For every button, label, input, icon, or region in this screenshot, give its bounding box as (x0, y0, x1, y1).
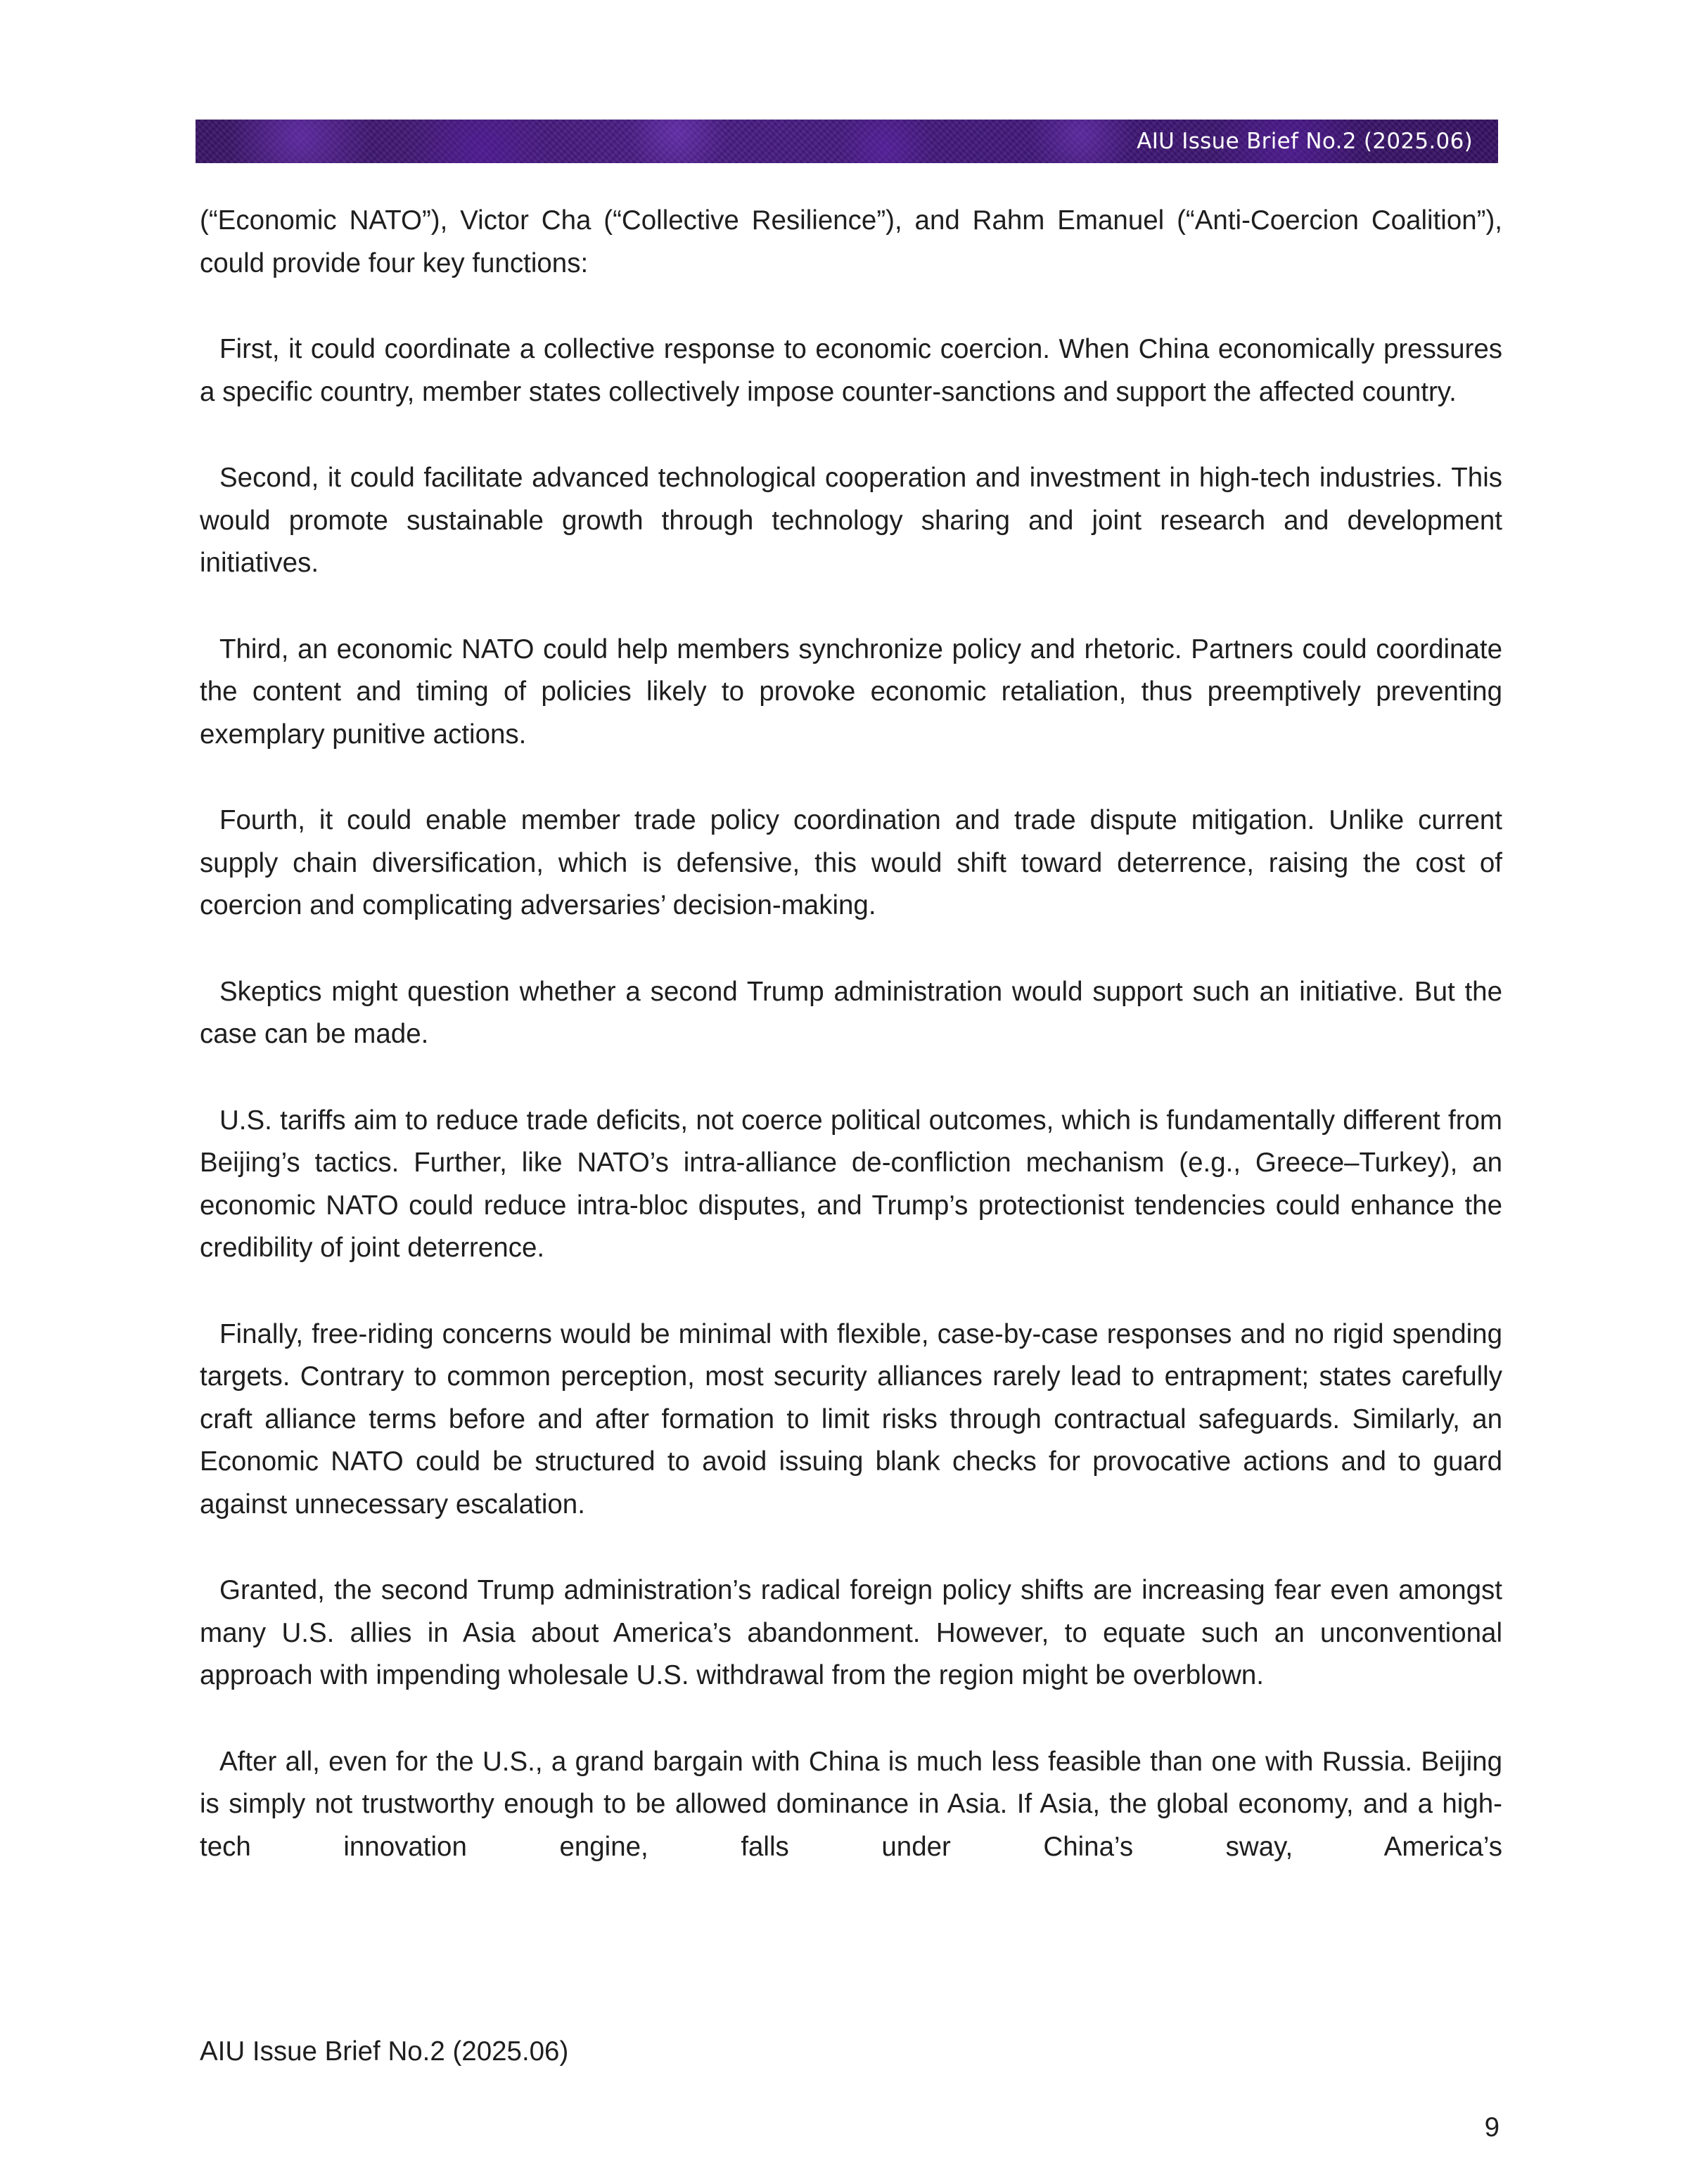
paragraph-after-all: After all, even for the U.S., a grand bargain with China is much less feasible than one with Russia. Beijing is simply not trustworthy enough to be allowed dominance in Asia. If Asia, the global economy, and a high-tech innovation engine, falls under China’s sway, America’s (200, 1746, 1502, 1862)
paragraph-us-tariffs: U.S. tariffs aim to reduce trade deficits, not coerce political outcomes, which is fundamentally different from Beijing’s tactics. Further, like NATO’s intra-alliance de-confliction mechanism (e.g., Greece–Turkey), an economic NATO could reduce intra-bloc disputes, and Trump’s protectionist tendencies could enhance the credibility of joint deterrence. (200, 1105, 1502, 1263)
paragraph-skeptics: Skeptics might question whether a second Trump administration would support such an initiative. But the case can be made. (200, 976, 1502, 1049)
paragraph-first-function: First, it could coordinate a collective response to economic coercion. When China economically pressures a specific country, member states collectively impose counter-sanctions and support the affected country. (200, 334, 1502, 407)
paragraph-continuation: (“Economic NATO”), Victor Cha (“Collective Resilience”), and Rahm Emanuel (“Anti-Coercion Coalition”), could provide four key functions: (200, 205, 1502, 278)
paragraph-granted: Granted, the second Trump administration’s radical foreign policy shifts are increasing fear even amongst many U.S. allies in Asia about America’s abandonment. However, to equate such an unconventional approach with impending wholesale U.S. withdrawal from the region might be overblown. (200, 1575, 1502, 1690)
header-band (196, 120, 1498, 163)
header-title: AIU Issue Brief No.2 (2025.06) (1137, 129, 1473, 154)
paragraph-third-function: Third, an economic NATO could help members synchronize policy and rhetoric. Partners could coordinate the content and timing of policies likely to provoke economic retaliation, thus preemptively preventing exemplary punitive actions. (200, 634, 1502, 750)
paragraph-fourth-function: Fourth, it could enable member trade policy coordination and trade dispute mitigation. Unlike current supply chain diversification, which is defensive, this would shift toward deterrence, raising the cost of coercion and complicating adversaries’ decision-making. (200, 805, 1502, 920)
paragraph-second-function: Second, it could facilitate advanced technological cooperation and investment in high-tech industries. This would promote sustainable growth through technology sharing and joint research and development initiatives. (200, 463, 1502, 578)
footer-text: AIU Issue Brief No.2 (2025.06) (200, 2036, 569, 2067)
document-body (200, 200, 1502, 1912)
paragraph-free-riding: Finally, free-riding concerns would be minimal with flexible, case-by-case responses and no rigid spending targets. Contrary to common perception, most security alliances rarely lead to entrapment; states carefully craft alliance terms before and after formation to limit risks through contractual safeguards. Similarly, an Economic NATO could be structured to avoid issuing blank checks for provocative actions and to guard against unnecessary escalation. (200, 1318, 1502, 1520)
page-number: 9 (1484, 2112, 1500, 2143)
